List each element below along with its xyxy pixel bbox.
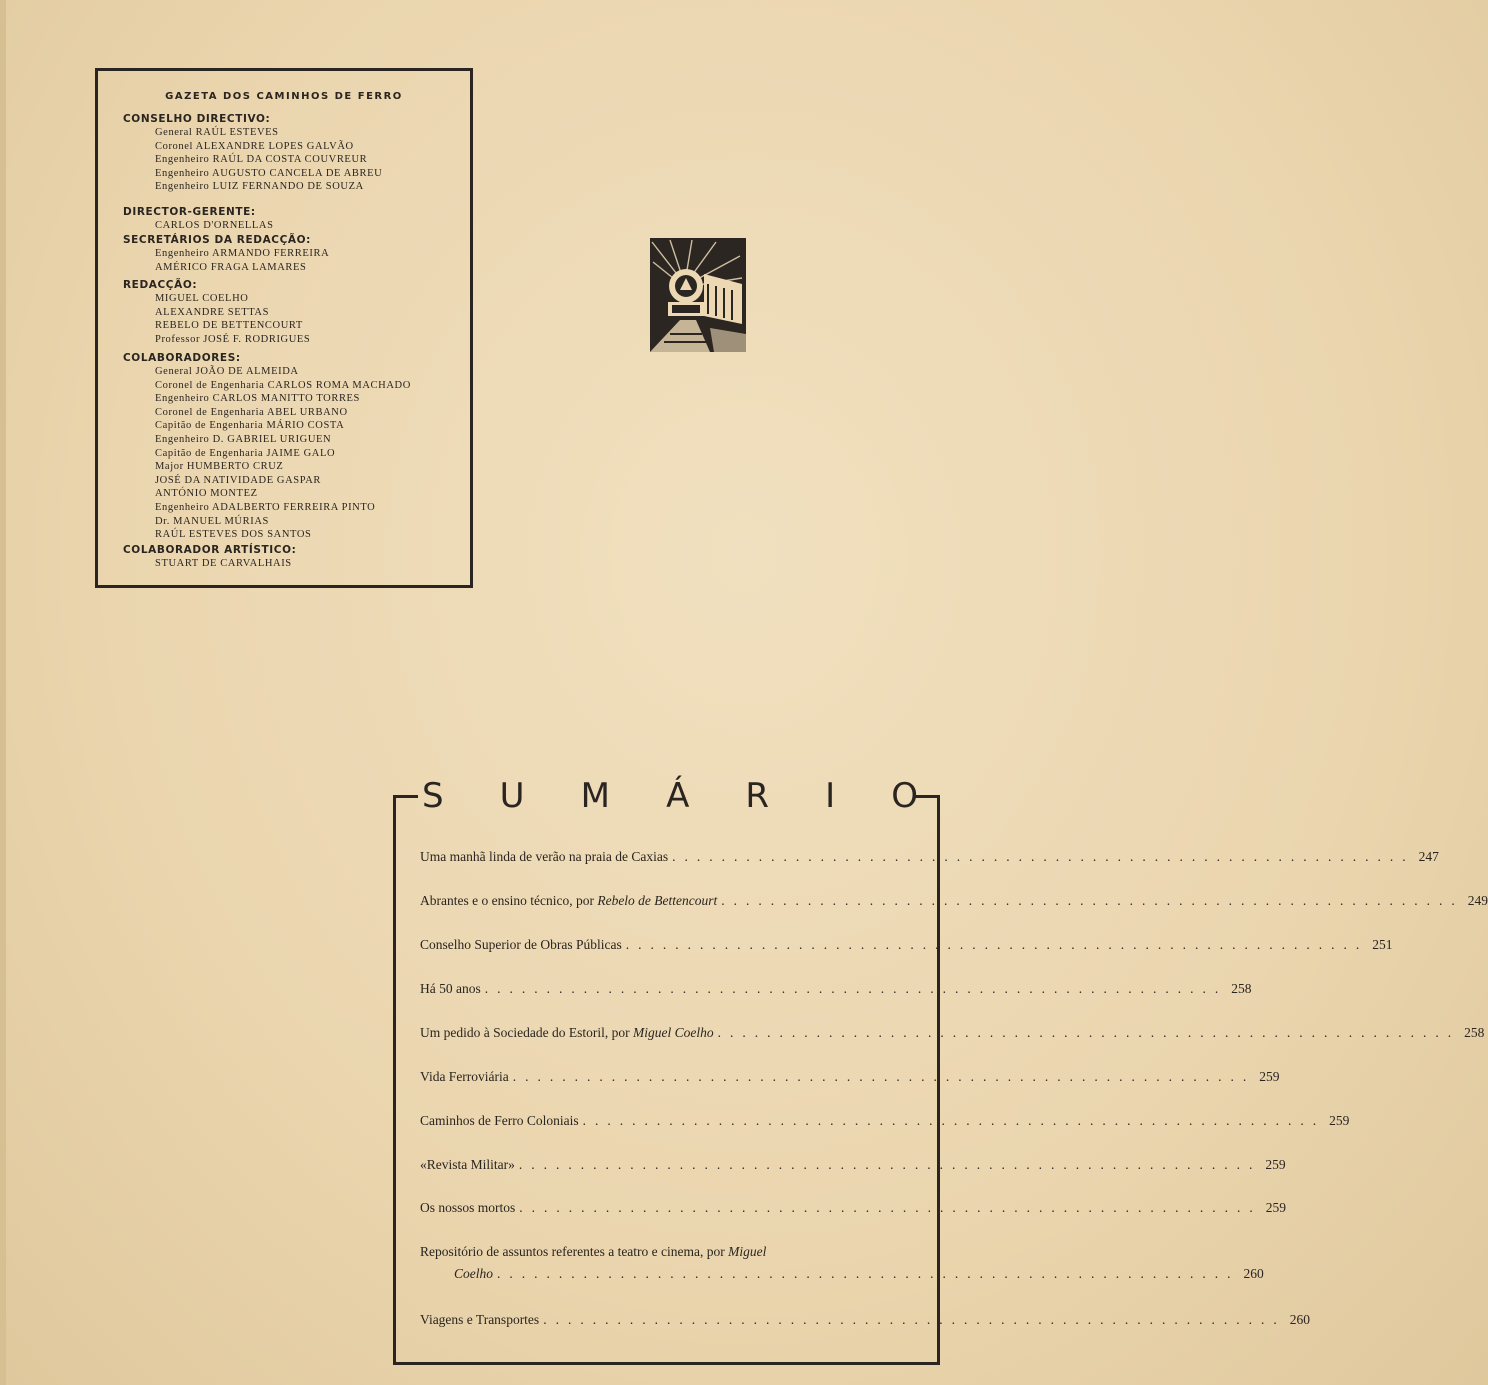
masthead-section [123, 544, 296, 571]
toc-page-number: 259 [1329, 1113, 1350, 1128]
toc-entry [420, 1241, 1264, 1285]
toc-entry-text: Abrantes e o ensino técnico, por [420, 893, 598, 908]
toc-leader-dots: ............................................................ [721, 893, 1464, 908]
masthead-section-heading: REDACÇÃO: [123, 279, 198, 291]
summary-title-letter: S [422, 776, 444, 816]
toc-entry [420, 890, 1488, 912]
toc-leader-dots: ............................................................ [518, 1157, 1262, 1172]
masthead-staff-name: REBELO DE BETTENCOURT [155, 320, 303, 332]
toc-entry-text: «Revista Militar» [420, 1157, 515, 1172]
toc-page-number: 258 [1231, 981, 1252, 996]
masthead-section-heading: SECRETÁRIOS DA REDACÇÃO: [123, 234, 311, 246]
toc-entry [420, 1066, 1280, 1088]
masthead-staff-name: Capitão de Engenharia JAIME GALO [155, 447, 336, 459]
toc-leader-dots: ............................................................ [717, 1025, 1461, 1040]
masthead-staff-name: AMÉRICO FRAGA LAMARES [155, 261, 307, 273]
masthead-staff-name: MIGUEL COELHO [155, 293, 249, 304]
summary-title-letter: Á [666, 776, 690, 816]
toc-page-number: 258 [1464, 1025, 1485, 1040]
toc-entry-title [420, 1066, 509, 1088]
masthead-staff-name: Capitão de Engenharia MÁRIO COSTA [155, 420, 345, 432]
toc-page-number: 249 [1467, 893, 1488, 908]
masthead-staff-name: General JOÃO DE ALMEIDA [155, 366, 299, 377]
masthead-section [123, 206, 274, 233]
masthead-section [123, 279, 310, 346]
toc-entry [420, 1110, 1350, 1132]
masthead-staff-name: Dr. MANUEL MÚRIAS [155, 515, 269, 527]
masthead-staff-name: Major HUMBERTO CRUZ [155, 461, 284, 473]
toc-entry-title [420, 1022, 714, 1044]
toc-entry-text: Um pedido à Sociedade do Estoril, por [420, 1025, 633, 1040]
toc-page-number: 260 [1289, 1312, 1310, 1327]
toc-entry-title [420, 1197, 515, 1219]
toc-leader-dots: ............................................................ [484, 981, 1228, 996]
toc-entry-text: Os nossos mortos [420, 1200, 516, 1215]
toc-entry [420, 978, 1252, 1000]
masthead-section [123, 234, 329, 274]
toc-leader-dots: ............................................................ [512, 1069, 1256, 1084]
masthead-staff-name: Engenheiro D. GABRIEL URIGUEN [155, 433, 332, 445]
masthead-staff-name: Engenheiro ARMANDO FERREIRA [155, 248, 330, 259]
summary-title-letter: M [580, 776, 610, 816]
masthead-staff-name: General RAÚL ESTEVES [155, 127, 279, 138]
summary-title-letter: O [891, 776, 918, 816]
toc-entry [420, 934, 1393, 956]
masthead-staff-name: Engenheiro AUGUSTO CANCELA DE ABREU [155, 167, 383, 179]
toc-entry-text: Vida Ferroviária [420, 1069, 509, 1084]
toc-entry-text: Há 50 anos [420, 981, 481, 996]
toc-entry-title [420, 1154, 515, 1176]
masthead-section [123, 352, 411, 542]
summary-title-letter: R [745, 776, 770, 816]
toc-entry-title [420, 934, 622, 956]
toc-entry-text: Repositório de assuntos referentes a teatro e cinema, por [420, 1244, 729, 1259]
toc-entry [420, 1309, 1310, 1331]
toc-entry-text: Viagens e Transportes [420, 1312, 540, 1327]
masthead-section [123, 113, 382, 194]
masthead-section-heading: DIRECTOR-GERENTE: [123, 206, 256, 218]
masthead-staff-name: Coronel ALEXANDRE LOPES GALVÃO [155, 140, 354, 152]
masthead-staff-name: Coronel de Engenharia CARLOS ROMA MACHADO [155, 379, 411, 391]
toc-entry-author: Rebelo de Bettencourt [597, 893, 718, 908]
toc-leader-dots: ............................................................ [543, 1312, 1286, 1327]
toc-leader-dots: ............................................................ [672, 849, 1415, 864]
toc-entry-author: Miguel [728, 1244, 767, 1259]
summary-title-letter: I [825, 776, 836, 816]
masthead-title: GAZETA DOS CAMINHOS DE FERRO [165, 91, 403, 102]
masthead-staff-name: Coronel de Engenharia ABEL URBANO [155, 406, 348, 418]
toc-entry-title [420, 978, 481, 1000]
masthead-staff-name: JOSÉ DA NATIVIDADE GASPAR [155, 474, 322, 486]
summary-title [422, 776, 918, 816]
toc-entry-author: Miguel Coelho [632, 1025, 714, 1040]
summary-title-letter: U [499, 776, 525, 816]
masthead-section-heading: COLABORADORES: [123, 352, 241, 364]
summary-border-left [393, 795, 418, 798]
toc-entry-title [420, 1309, 539, 1331]
toc-entry-title [420, 890, 717, 912]
masthead-box [95, 68, 473, 588]
toc-page-number: 247 [1418, 849, 1439, 864]
toc-page-number: 259 [1265, 1200, 1287, 1215]
toc-leader-dots: ............................................................ [625, 937, 1369, 952]
toc-entry [420, 1022, 1485, 1044]
summary-border-right [915, 795, 940, 798]
masthead-staff-name: Engenheiro ADALBERTO FERREIRA PINTO [155, 501, 376, 513]
masthead-staff-name: ALEXANDRE SETTAS [155, 306, 270, 318]
toc-page-number: 260 [1243, 1266, 1264, 1281]
masthead-staff-name: CARLOS D'ORNELLAS [155, 220, 274, 231]
toc-entry-title [420, 1110, 579, 1132]
toc-entry-title [420, 1241, 766, 1263]
masthead-staff-name: Engenheiro CARLOS MANITTO TORRES [155, 393, 360, 405]
masthead-staff-name: RAÚL ESTEVES DOS SANTOS [155, 529, 312, 541]
masthead-staff-name: ANTÓNIO MONTEZ [155, 488, 258, 500]
toc-entry-text: Conselho Superior de Obras Públicas [420, 937, 622, 952]
toc-leader-dots: ............................................................ [582, 1113, 1326, 1128]
toc-entry-text: Caminhos de Ferro Coloniais [420, 1113, 579, 1128]
toc-entry-text: Uma manhã linda de verão na praia de Caxias [420, 849, 669, 864]
toc-entry-title [420, 846, 668, 868]
toc-entry [420, 1197, 1287, 1219]
toc-entry-author: Coelho [454, 1266, 493, 1281]
toc-entry [420, 846, 1439, 868]
masthead-section-heading: CONSELHO DIRECTIVO: [123, 113, 271, 125]
toc-page-number: 259 [1259, 1069, 1280, 1084]
masthead-staff-name: Professor JOSÉ F. RODRIGUES [155, 333, 311, 345]
masthead-staff-name: STUART DE CARVALHAIS [155, 558, 292, 569]
masthead-staff-name: Engenheiro RAÚL DA COSTA COUVREUR [155, 154, 368, 166]
toc-page-number: 259 [1265, 1157, 1286, 1172]
toc-leader-dots: ............................................................ [519, 1200, 1262, 1215]
toc-leader-dots: ............................................................ [497, 1266, 1240, 1281]
toc-entry [420, 1154, 1286, 1176]
page-edge [0, 0, 6, 1385]
locomotive-woodcut-icon [650, 238, 746, 352]
masthead-section-heading: COLABORADOR ARTÍSTICO: [123, 544, 297, 556]
toc-page-number: 251 [1372, 937, 1393, 952]
masthead-staff-name: Engenheiro LUIZ FERNANDO DE SOUZA [155, 181, 364, 193]
